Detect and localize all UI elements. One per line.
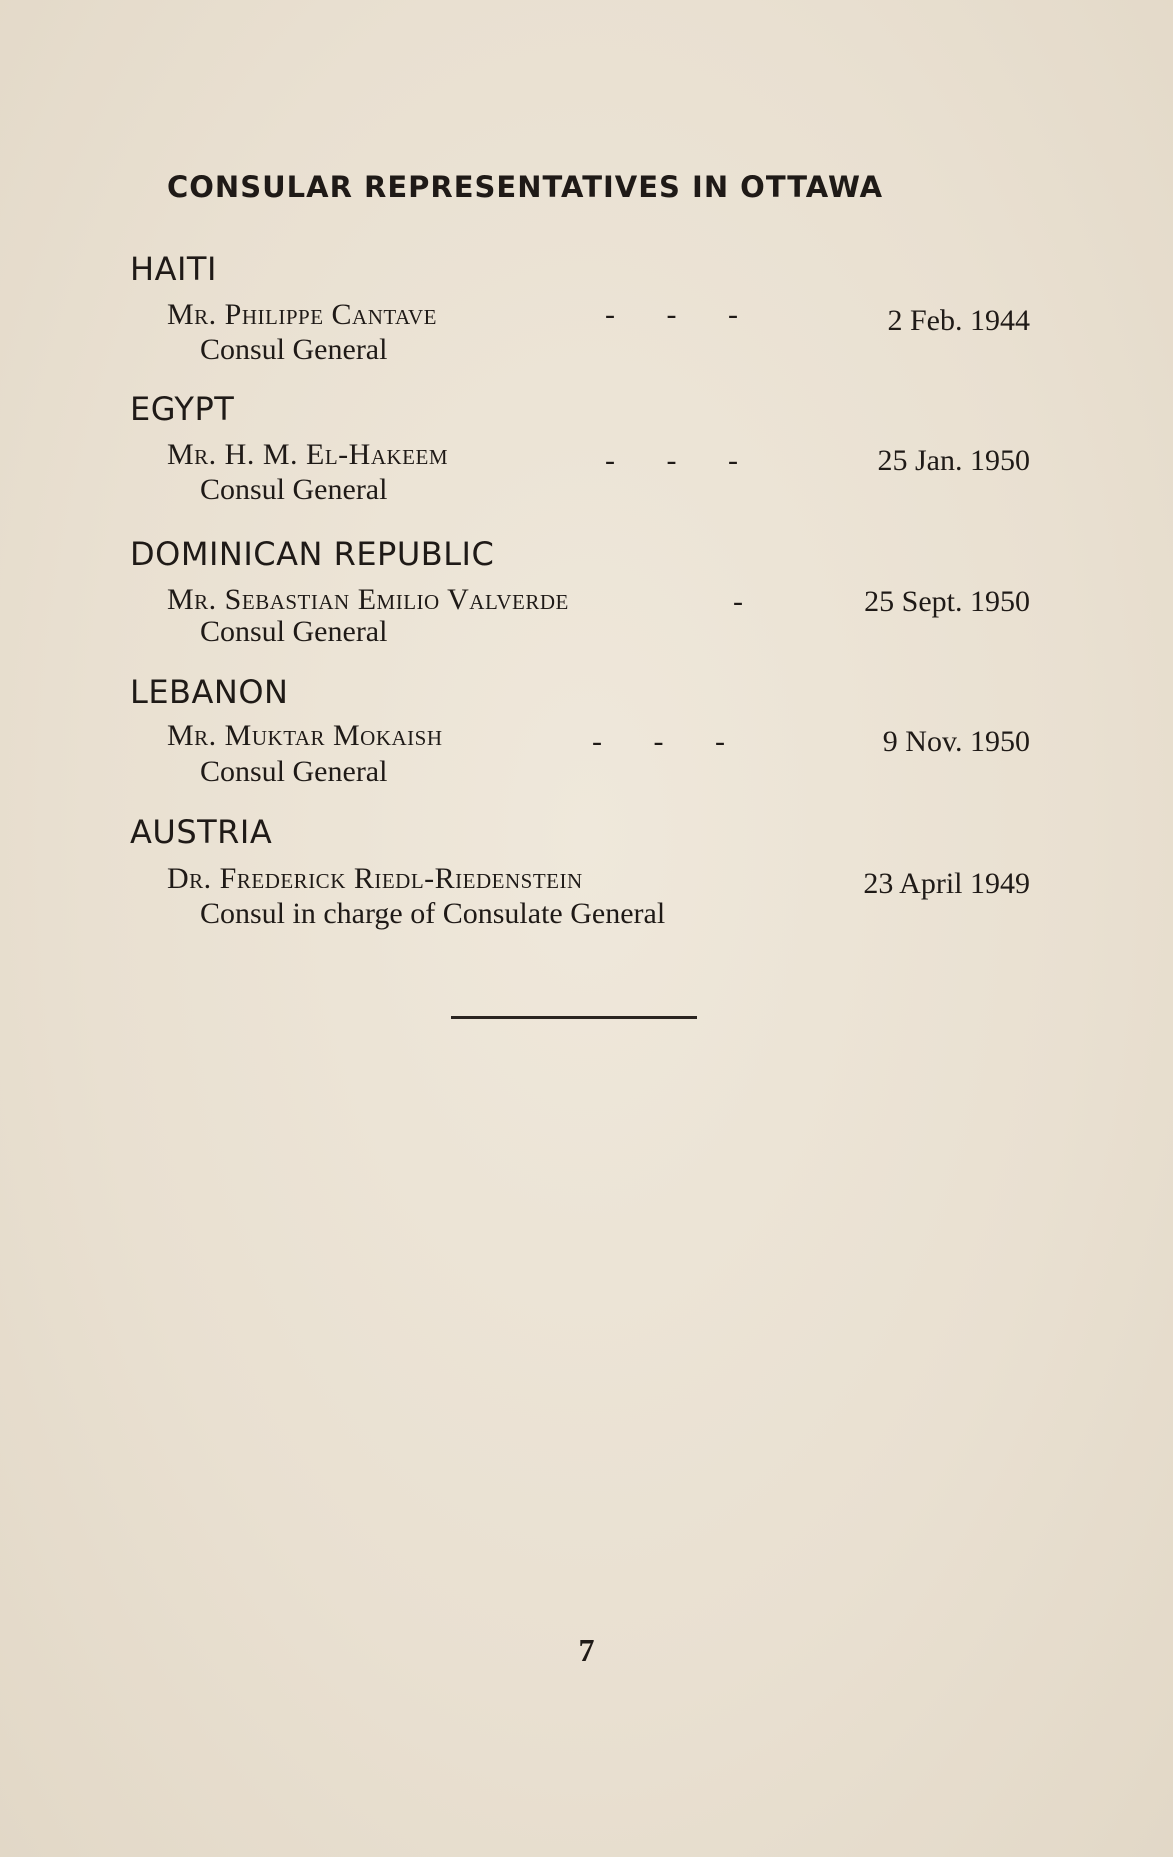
country-heading-haiti: HAITI	[130, 250, 217, 288]
appointment-date-egypt: 25 Jan. 1950	[877, 444, 1030, 477]
leader-dashes-lebanon: - - -	[592, 725, 747, 758]
page-title: CONSULAR REPRESENTATIVES IN OTTAWA	[167, 170, 884, 204]
page-number: 7	[578, 1632, 595, 1668]
appointment-date-austria: 23 April 1949	[863, 867, 1030, 900]
representative-name-lebanon: Mr. Muktar Mokaish	[167, 719, 443, 752]
leader-dashes-dominican-republic: -	[733, 585, 765, 618]
section-divider	[451, 1016, 697, 1019]
appointment-date-lebanon: 9 Nov. 1950	[882, 725, 1030, 758]
appointment-date-dominican-republic: 25 Sept. 1950	[864, 585, 1030, 618]
representative-role-lebanon: Consul General	[200, 755, 388, 788]
country-heading-lebanon: LEBANON	[130, 673, 289, 711]
leader-dashes-haiti: - - -	[605, 298, 760, 331]
country-heading-egypt: EGYPT	[130, 390, 235, 428]
representative-role-haiti: Consul General	[200, 333, 388, 366]
country-heading-dominican-republic: DOMINICAN REPUBLIC	[130, 535, 495, 573]
country-heading-austria: AUSTRIA	[130, 813, 273, 851]
representative-role-austria: Consul in charge of Consulate General	[200, 897, 666, 930]
leader-dashes-egypt: - - -	[605, 444, 760, 477]
representative-name-austria: Dr. Frederick Riedl-Riedenstein	[167, 862, 583, 895]
representative-role-dominican-republic: Consul General	[200, 615, 388, 648]
representative-name-egypt: Mr. H. M. El-Hakeem	[167, 438, 448, 471]
representative-role-egypt: Consul General	[200, 473, 388, 506]
representative-name-haiti: Mr. Philippe Cantave	[167, 298, 437, 331]
representative-name-dominican-republic: Mr. Sebastian Emilio Valverde	[167, 583, 569, 616]
appointment-date-haiti: 2 Feb. 1944	[887, 304, 1030, 337]
